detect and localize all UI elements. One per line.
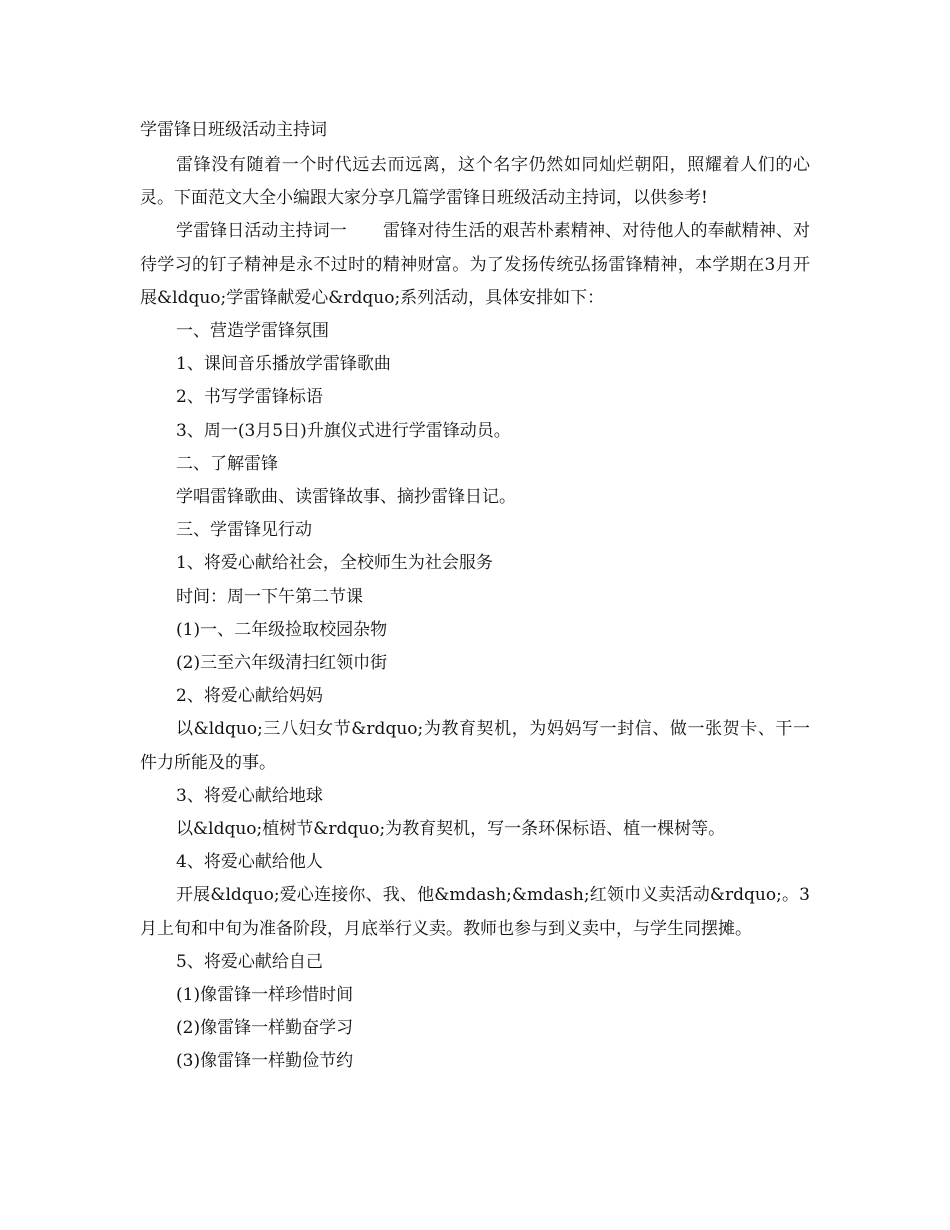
paragraph: 以&ldquo;三八妇女节&rdquo;为教育契机，为妈妈写一封信、做一张贺卡、干一件力所能及的事。 (140, 719, 810, 773)
paragraph: 时间：周一下午第二节课 (176, 586, 363, 607)
paragraph: 学唱雷锋歌曲、读雷锋故事、摘抄雷锋日记。 (176, 487, 516, 508)
paragraph-plan-text: 雷锋对待生活的艰苦朴素精神、对待他人的奉献精神、对待学习的钉子精神是永不过时的精神财富。为了发扬传统弘扬雷锋精神，本学期在3月开展&ldquo;学雷锋献爱心&rdquo;系列活动，具体安排如下： (140, 221, 811, 308)
paragraph: 以&ldquo;植树节&rdquo;为教育契机，写一条环保标语、植一棵树等。 (176, 819, 726, 840)
document-title: 学雷锋日班级活动主持词 (140, 120, 327, 140)
document-body (140, 149, 810, 1079)
list-item: 5、将爱心献给自己 (176, 951, 323, 972)
section-heading-2: 二、了解雷锋 (176, 453, 278, 474)
list-item: (3)像雷锋一样勤俭节约 (176, 1051, 354, 1072)
list-item: 2、将爱心献给妈妈 (176, 686, 323, 707)
list-item: 4、将爱心献给他人 (176, 852, 323, 873)
paragraph-plan-intro (140, 215, 810, 315)
section-heading-3: 三、学雷锋见行动 (176, 520, 312, 541)
section-heading-host-script-one: 学雷锋日活动主持词一 (176, 221, 347, 242)
paragraph-intro: 雷锋没有随着一个时代远去而远离，这个名字仍然如同灿烂朝阳，照耀着人们的心灵。下面范文大全小编跟大家分享几篇学雷锋日班级活动主持词，以供参考! (140, 155, 810, 209)
list-item: 3、将爱心献给地球 (176, 785, 323, 806)
list-item: (2)像雷锋一样勤奋学习 (176, 1018, 354, 1039)
list-item: 1、课间音乐播放学雷锋歌曲 (176, 354, 391, 375)
list-item: (1)一、二年级捡取校园杂物 (176, 619, 388, 640)
section-heading-1: 一、营造学雷锋氛围 (176, 321, 329, 342)
list-item: 2、书写学雷锋标语 (176, 387, 323, 408)
list-item: 1、将爱心献给社会，全校师生为社会服务 (176, 553, 493, 574)
list-item: (1)像雷锋一样珍惜时间 (176, 985, 354, 1006)
list-item: 3、周一(3月5日)升旗仪式进行学雷锋动员。 (176, 420, 511, 441)
paragraph: 开展&ldquo;爱心连接你、我、他&mdash;&mdash;红领巾义卖活动&rdquo;。3月上旬和中旬为准备阶段，月底举行义卖。教师也参与到义卖中，与学生同摆摊。 (140, 885, 810, 939)
list-item: (2)三至六年级清扫红领巾街 (176, 653, 388, 674)
